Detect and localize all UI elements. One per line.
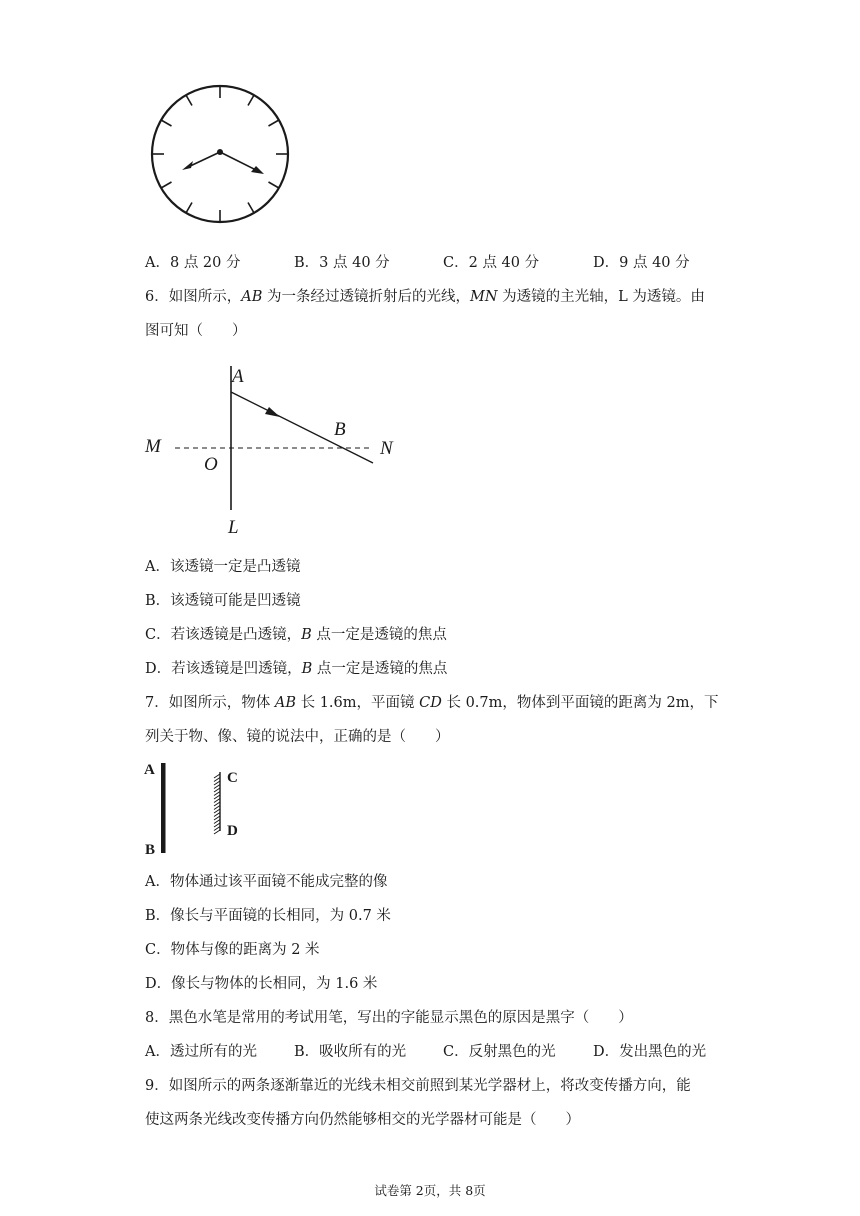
mirror-hatch-line [214,830,220,834]
q5-option-d: D．9 点 40 分 [593,255,690,271]
clock-tick [186,95,192,105]
label-l: L [228,517,239,538]
mirror-hatch-line [214,778,220,782]
q9-stem-line2: 使这两条光线改变传播方向仍然能够相交的光学器材可能是（ ） [145,1112,580,1128]
q9-stem-line1: 9．如图所示的两条逐渐靠近的光线未相交前照到某光学器材上，将改变传播方向，能 [145,1078,691,1094]
q6-stem-line1: 6．如图所示，AB 为一条经过透镜折射后的光线，MN 为透镜的主光轴，L 为透镜。由 [145,289,705,305]
q7-stem-line2: 列关于物、像、镜的说法中，正确的是（ ） [145,729,450,745]
mirror-hatch-line [214,785,220,789]
q7-option-c: C．物体与像的距离为 2 米 [145,942,320,958]
mirror-hatch-line [214,820,220,824]
q5-option-b: B．3 点 40 分 [294,255,390,271]
mirror-hatch-line [214,827,220,831]
mirror-hatch-line [214,781,220,785]
q8-option-c: C．反射黑色的光 [443,1044,556,1060]
page-footer: 试卷第 2页，共 8页 [374,1183,486,1198]
mirror-hatch-line [214,788,220,792]
mirror-hatch-line [214,813,220,817]
clock-tick [268,120,278,126]
mirror-hatch-line [214,795,220,799]
label-o: O [204,454,218,475]
mirror-hatch-line [214,802,220,806]
q8-option-b: B．吸收所有的光 [294,1044,407,1060]
label-n: N [380,438,393,459]
mirror-figure [140,756,260,860]
mirror-hatch-line [214,774,220,778]
q5-option-a: A．8 点 20 分 [145,255,241,271]
mirror-hatch-line [214,823,220,827]
mirror-hatch-line [214,792,220,796]
q8-option-a: A．透过所有的光 [145,1044,257,1060]
clock-tick [248,95,254,105]
label-obj-b: B [145,842,156,858]
label-mirror-d: D [227,823,238,839]
q6-option-d: D．若该透镜是凹透镜，B 点一定是透镜的焦点 [145,661,448,677]
label-m: M [145,436,161,457]
mirror-hatch-line [214,806,220,810]
clock-tick [268,182,278,188]
clock-tick [186,202,192,212]
q8-stem: 8．黑色水笔是常用的考试用笔，写出的字能显示黑色的原因是黑字（ ） [145,1010,633,1026]
label-obj-a: A [144,762,155,778]
mirror-hatch-line [214,816,220,820]
label-mirror-c: C [227,770,238,786]
clock-tick [248,202,254,212]
q6-option-c: C．若该透镜是凸透镜，B 点一定是透镜的焦点 [145,627,447,643]
mirror-hatch-line [214,799,220,803]
clock-figure [148,82,292,226]
q7-option-b: B．像长与平面镜的长相同，为 0.7 米 [145,908,391,924]
q6-stem-line2: 图可知（ ） [145,323,247,339]
label-a: A [232,366,244,387]
label-b: B [334,419,346,440]
clock-tick [161,120,171,126]
mirror-hatch-line [214,809,220,813]
lens-ray-figure [140,362,410,540]
q8-option-d: D．发出黑色的光 [593,1044,707,1060]
q7-stem-line1: 7．如图所示，物体 AB 长 1.6m，平面镜 CD 长 0.7m，物体到平面镜的距离为 2m，下 [145,695,719,711]
q7-option-a: A．物体通过该平面镜不能成完整的像 [145,874,388,890]
q6-option-b: B．该透镜可能是凹透镜 [145,593,301,609]
q7-option-d: D．像长与物体的长相同，为 1.6 米 [145,976,378,992]
q6-option-a: A．该透镜一定是凸透镜 [145,559,301,575]
q5-option-c: C．2 点 40 分 [443,255,540,271]
clock-tick [161,182,171,188]
